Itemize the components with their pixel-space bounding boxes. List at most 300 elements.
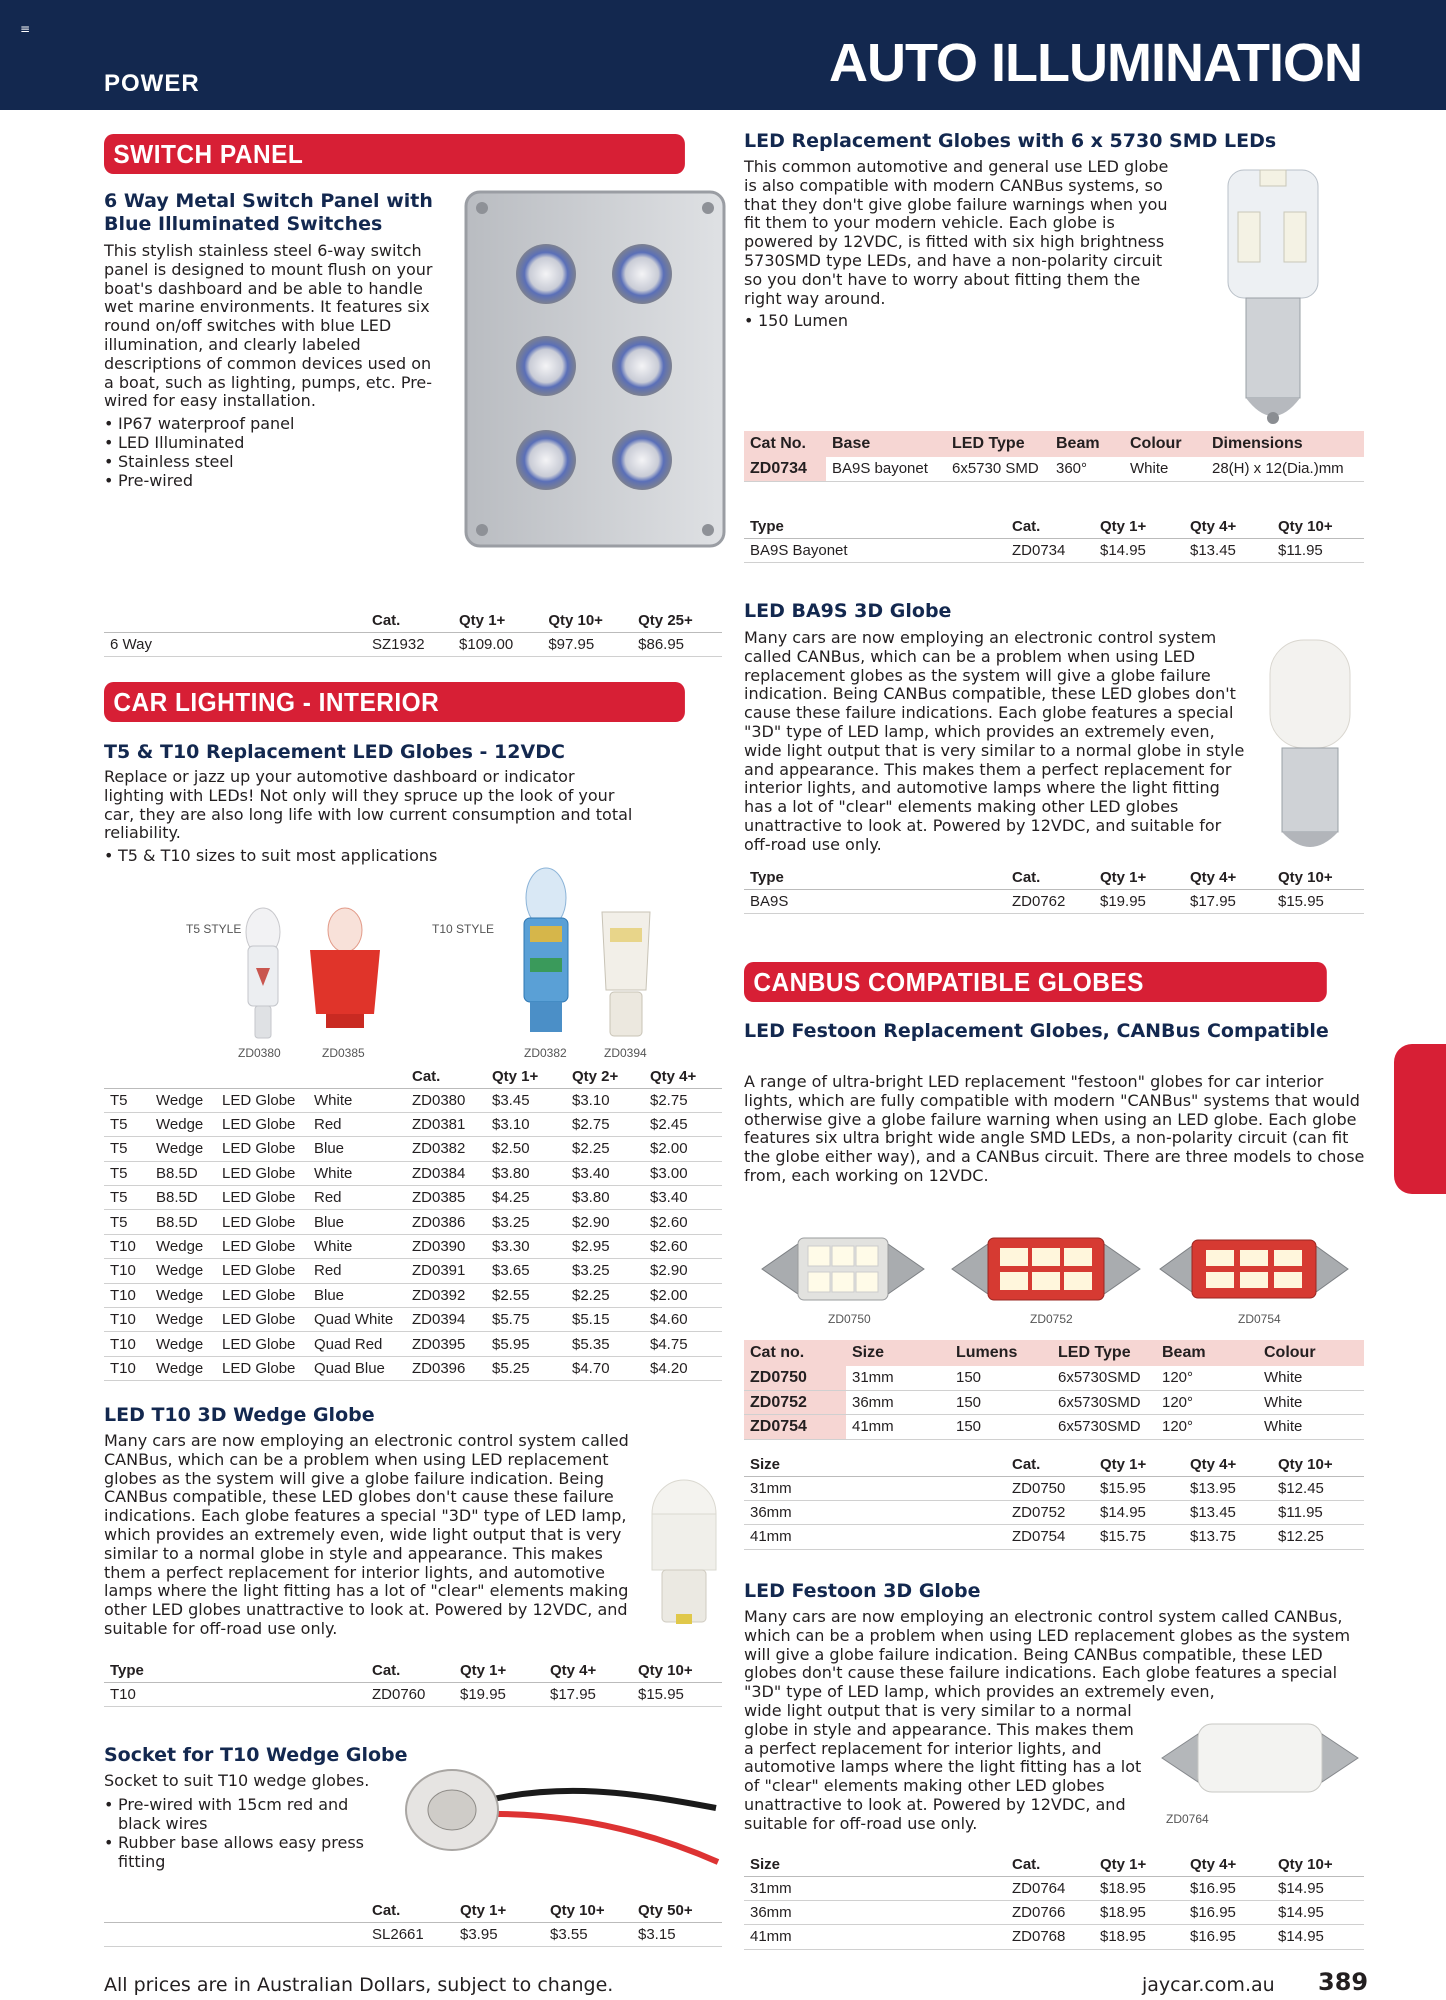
page-number: 389 <box>1318 1968 1369 1996</box>
led-5730-bullets <box>744 311 1044 330</box>
cell: 120° <box>1156 1390 1258 1414</box>
cell: $3.45 <box>486 1088 566 1112</box>
col-header: Cat. <box>1006 867 1094 889</box>
festoon-3d-desc-cont: wide light output that is very similar to a normal globe in style and appearance. This makes them a perfect replacement for interior lights, and automotive lamps where the light fitting has a lot of "clear" elements making other LED globes unattractive to look at. Powered by 12VDC, and suitable for off-road use only. <box>744 1701 1142 1833</box>
led-5730-desc: This common automotive and general use LED globe is also compatible with modern CANBus systems, so that they don't give globe failure warnings when you fit them to your modern vehicle. Each globe is powered by 12VDC, is fitted with six high brightness 5730SMD type LEDs, and have a non-polarity circuit so you don't have to worry about fitting them the right way around. <box>744 157 1169 308</box>
cell: $14.95 <box>1272 1876 1364 1900</box>
cell: ZD0392 <box>406 1283 486 1307</box>
cell: Wedge <box>150 1259 216 1283</box>
t5-red-globe-image <box>300 900 390 1036</box>
table-row <box>744 1390 1364 1414</box>
cell: ZD0395 <box>406 1332 486 1356</box>
cell: $12.25 <box>1272 1525 1364 1549</box>
table-row <box>104 1682 722 1706</box>
col-header: Qty 4+ <box>544 1660 632 1682</box>
section-label: POWER <box>104 70 200 97</box>
cell: 360° <box>1050 457 1124 481</box>
table-row <box>744 1500 1364 1524</box>
cell: T5 <box>104 1210 150 1234</box>
col-header: Qty 4+ <box>1184 516 1272 538</box>
cell: 120° <box>1156 1366 1258 1390</box>
t10-quad-globe-image <box>596 906 656 1042</box>
cell: $14.95 <box>1094 1500 1184 1524</box>
cell: $4.20 <box>644 1356 722 1380</box>
table-row <box>104 1259 722 1283</box>
switch-panel-bullets <box>104 414 444 490</box>
cell: ZD0734 <box>1006 538 1094 562</box>
col-header: Cat. <box>366 1660 454 1682</box>
cell: Wedge <box>150 1137 216 1161</box>
cell: ZD0754 <box>744 1415 846 1439</box>
cell: B8.5D <box>150 1186 216 1210</box>
cell: $18.95 <box>1094 1925 1184 1949</box>
cell: $11.95 <box>1272 538 1364 562</box>
col-header: Qty 2+ <box>566 1066 644 1088</box>
cell: White <box>308 1088 406 1112</box>
cell: ZD0381 <box>406 1112 486 1136</box>
table-row <box>104 1308 722 1332</box>
cell: ZD0394 <box>406 1308 486 1332</box>
cell: ZD0766 <box>1006 1900 1094 1924</box>
switch-panel-desc: This stylish stainless steel 6-way switch panel is designed to mount flush on your boat's dashboard and be able to handle wet marine environments. It features six round on/off switches with blue LED illumination, and clearly labeled descriptions of common devices used on a boat, such as lighting, pumps, etc. Pre-wired for easy installation. <box>104 241 433 411</box>
footer-note: All prices are in Australian Dollars, subject to change. <box>104 1974 614 1996</box>
festoon-desc: A range of ultra-bright LED replacement "festoon" globes for car interior lights, which are fully compatible with modern "CANBus" systems that would otherwise give a globe failure warning when using an LED globe. Each globe features six ultra bright wide angle SMD LEDs, a non-polarity circuit (can fit the globe either way), and a CANBus circuit. There are three models to chose from, each working on 12VDC. <box>744 1072 1365 1185</box>
cell: $14.95 <box>1094 538 1184 562</box>
cell: White <box>1124 457 1206 481</box>
page-header <box>0 0 1446 110</box>
cell: 36mm <box>744 1500 1006 1524</box>
table-row <box>744 889 1364 913</box>
ba9s-3d-desc: Many cars are now employing an electronic control system called CANBus, which can be a problem when using LED replacement globes as the system will give a globe failure indication. Being CANBus compatible, these LED globes don't cause these failure indications. Each globe features a special "3D" type of LED lamp, which provides an extremely even, wide light output that is very similar to a normal globe in style and appearance. This makes them a perfect replacement for interior lights, and automotive lamps where the light fitting has a lot of "clear" elements making other LED globes unattractive to look at. Powered by 12VDC, and suitable for off-road use only. <box>744 628 1245 854</box>
cell: Blue <box>308 1137 406 1161</box>
col-header: LED Type <box>946 431 1050 457</box>
col-header <box>150 1066 216 1088</box>
cell: Wedge <box>150 1332 216 1356</box>
socket-price-table <box>104 1900 722 1947</box>
cell: $3.40 <box>566 1161 644 1185</box>
cell: T5 <box>104 1088 150 1112</box>
cell: LED Globe <box>216 1186 308 1210</box>
socket-bullets <box>104 1795 374 1871</box>
cell: $4.25 <box>486 1186 566 1210</box>
socket-desc: Socket to suit T10 wedge globes. <box>104 1771 370 1790</box>
col-header: Qty 1+ <box>454 1660 544 1682</box>
cell: $2.95 <box>566 1234 644 1258</box>
col-header: Qty 10+ <box>1272 867 1364 889</box>
image-label: ZD0380 <box>238 1046 281 1060</box>
col-header: Qty 4+ <box>1184 867 1272 889</box>
cell: White <box>1258 1390 1364 1414</box>
cell: $2.60 <box>644 1210 722 1234</box>
cell: B8.5D <box>150 1210 216 1234</box>
t10-3d-title: LED T10 3D Wedge Globe <box>104 1404 375 1426</box>
cell: 31mm <box>744 1876 1006 1900</box>
cell: BA9S <box>744 889 1006 913</box>
cell: LED Globe <box>216 1112 308 1136</box>
cell: ZD0750 <box>744 1366 846 1390</box>
table-row <box>104 1283 722 1307</box>
cell: $2.25 <box>566 1137 644 1161</box>
cell: $14.95 <box>1272 1925 1364 1949</box>
col-header: Qty 10+ <box>544 1900 632 1922</box>
cell: ZD0764 <box>1006 1876 1094 1900</box>
cell: 120° <box>1156 1415 1258 1439</box>
cell: $2.55 <box>486 1283 566 1307</box>
cell: ZD0380 <box>406 1088 486 1112</box>
cell: Blue <box>308 1283 406 1307</box>
led-5730-price-table <box>744 516 1364 563</box>
cell: $3.10 <box>486 1112 566 1136</box>
cell: $5.75 <box>486 1308 566 1332</box>
cell: Red <box>308 1112 406 1136</box>
cell: Wedge <box>150 1356 216 1380</box>
cell: ZD0754 <box>1006 1525 1094 1549</box>
cell: $4.75 <box>644 1332 722 1356</box>
col-header: Cat no. <box>744 1340 846 1366</box>
image-label: ZD0764 <box>1166 1812 1209 1826</box>
cell <box>104 1922 366 1946</box>
t10-3d-globe-image <box>646 1478 722 1628</box>
cell: Blue <box>308 1210 406 1234</box>
col-header: Qty 4+ <box>1184 1854 1272 1876</box>
cell: $86.95 <box>632 632 722 656</box>
col-header <box>216 1066 308 1088</box>
cell: 31mm <box>744 1476 1006 1500</box>
cell: T10 <box>104 1356 150 1380</box>
cell: $17.95 <box>544 1682 632 1706</box>
table-row <box>104 1186 722 1210</box>
cell: B8.5D <box>150 1161 216 1185</box>
cell: $4.70 <box>566 1356 644 1380</box>
cell: Wedge <box>150 1088 216 1112</box>
cell: $14.95 <box>1272 1900 1364 1924</box>
footer-site-link[interactable]: jaycar.com.au <box>1142 1974 1275 1996</box>
cell: $2.60 <box>644 1234 722 1258</box>
cell: $2.90 <box>566 1210 644 1234</box>
cell: ZD0384 <box>406 1161 486 1185</box>
cell: 6x5730SMD <box>1052 1415 1156 1439</box>
cell: White <box>308 1161 406 1185</box>
cell: White <box>308 1234 406 1258</box>
cell: White <box>1258 1415 1364 1439</box>
t10-3d-desc-text: Many cars are now employing an electronic control system called CANBus, which can be a problem when using LED replacement globes as the system will give a globe failure indication. Being CANBus compatible, these LED globes don't cause these failure indications. Each globe features a special "3D" type of LED lamp, which provides an extremely even, wide light output that is very similar to a normal globe in style and appearance. This makes them a perfect replacement for interior lights, and automotive lamps where the light fitting has a lot of "clear" elements making other LED globes unattractive to look at. Powered by 12VDC, and suitable for off-road use only. <box>104 1432 629 1638</box>
col-header: Cat. <box>366 1900 454 1922</box>
col-header: Colour <box>1124 431 1206 457</box>
ba9s-5730-globe-image <box>1218 160 1328 426</box>
cell: 31mm <box>846 1366 950 1390</box>
cell: BA9S bayonet <box>826 457 946 481</box>
table-row <box>104 1112 722 1136</box>
cell: T10 <box>104 1308 150 1332</box>
cell: $5.95 <box>486 1332 566 1356</box>
festoon-3d-globe-image <box>1158 1716 1362 1800</box>
socket-title: Socket for T10 Wedge Globe <box>104 1744 408 1766</box>
cell: ZD0382 <box>406 1137 486 1161</box>
col-header: Type <box>104 1660 366 1682</box>
festoon-31mm-image <box>758 1228 928 1310</box>
side-tab <box>1394 1044 1446 1194</box>
led-5730-spec-table <box>744 431 1364 482</box>
col-header: Type <box>744 516 1006 538</box>
cell: ZD0768 <box>1006 1925 1094 1949</box>
col-header: Lumens <box>950 1340 1052 1366</box>
table-row <box>744 1366 1364 1390</box>
cell: ZD0391 <box>406 1259 486 1283</box>
table-row <box>104 1161 722 1185</box>
col-header: Beam <box>1050 431 1124 457</box>
image-label: ZD0752 <box>1030 1312 1073 1326</box>
cell: $3.80 <box>486 1161 566 1185</box>
image-label: ZD0754 <box>1238 1312 1281 1326</box>
col-header: Qty 10+ <box>632 1660 722 1682</box>
cell: Red <box>308 1259 406 1283</box>
col-header: Qty 1+ <box>1094 867 1184 889</box>
col-header: Cat. <box>366 610 453 632</box>
table-row <box>744 1925 1364 1949</box>
cell: LED Globe <box>216 1234 308 1258</box>
table-row <box>744 538 1364 562</box>
led-5730-title: LED Replacement Globes with 6 x 5730 SMD LEDs <box>744 130 1277 152</box>
cell: $13.45 <box>1184 538 1272 562</box>
cell: LED Globe <box>216 1137 308 1161</box>
col-header: Cat. <box>1006 1454 1094 1476</box>
switch-panel-price-table <box>104 610 722 657</box>
cell: $2.75 <box>644 1088 722 1112</box>
bullet: • Rubber base allows easy press fitting <box>104 1833 374 1871</box>
bullet: • IP67 waterproof panel <box>104 414 444 433</box>
cell: T5 <box>104 1137 150 1161</box>
t5-t10-price-table <box>104 1066 722 1381</box>
col-header: Qty 50+ <box>632 1900 722 1922</box>
cell: LED Globe <box>216 1210 308 1234</box>
cell: ZD0752 <box>1006 1500 1094 1524</box>
cell: $2.45 <box>644 1112 722 1136</box>
col-header: Qty 1+ <box>454 1900 544 1922</box>
col-header: Qty 1+ <box>1094 1854 1184 1876</box>
cell: ZD0396 <box>406 1356 486 1380</box>
festoon-3d-title: LED Festoon 3D Globe <box>744 1580 981 1602</box>
col-header: Type <box>744 867 1006 889</box>
cell: ZD0386 <box>406 1210 486 1234</box>
festoon-spec-table <box>744 1340 1364 1440</box>
cell: ZD0750 <box>1006 1476 1094 1500</box>
cell: $109.00 <box>453 632 542 656</box>
cell: ZD0385 <box>406 1186 486 1210</box>
cell: Quad Blue <box>308 1356 406 1380</box>
t5-t10-title: T5 & T10 Replacement LED Globes - 12VDC <box>104 741 565 763</box>
col-header: Qty 1+ <box>453 610 542 632</box>
cell: $2.90 <box>644 1259 722 1283</box>
cell: $16.95 <box>1184 1900 1272 1924</box>
cell: Red <box>308 1186 406 1210</box>
cell: $16.95 <box>1184 1925 1272 1949</box>
festoon-3d-price-table <box>744 1854 1364 1950</box>
cell: $3.25 <box>566 1259 644 1283</box>
cell: LED Globe <box>216 1332 308 1356</box>
cell: $2.75 <box>566 1112 644 1136</box>
cell: T5 <box>104 1161 150 1185</box>
col-header: Size <box>846 1340 950 1366</box>
cell: $19.95 <box>454 1682 544 1706</box>
cell: $3.10 <box>566 1088 644 1112</box>
cell: 6x5730 SMD <box>946 457 1050 481</box>
cell: Quad Red <box>308 1332 406 1356</box>
bullet: • 150 Lumen <box>744 311 1044 330</box>
cell: $3.65 <box>486 1259 566 1283</box>
festoon-3d-desc: Many cars are now employing an electronic control system called CANBus, which can be a problem when using LED replacement globes as the system will give a globe failure indication. Being CANBus compatible, these LED globes don't cause these failure indications. Each globe features a special "3D" type of LED lamp, which provides an extremely even, <box>744 1607 1351 1702</box>
cell: Wedge <box>150 1112 216 1136</box>
cell: 6x5730SMD <box>1052 1390 1156 1414</box>
col-header: Qty 1+ <box>1094 516 1184 538</box>
page-title: AUTO ILLUMINATION <box>829 33 1362 93</box>
cell: Wedge <box>150 1234 216 1258</box>
cell: $2.25 <box>566 1283 644 1307</box>
table-row <box>744 457 1364 481</box>
cell: $3.95 <box>454 1922 544 1946</box>
col-header: LED Type <box>1052 1340 1156 1366</box>
cell: LED Globe <box>216 1283 308 1307</box>
table-row <box>744 1876 1364 1900</box>
ba9s-3d-title: LED BA9S 3D Globe <box>744 600 952 622</box>
festoon-title: LED Festoon Replacement Globes, CANBus Compatible <box>744 1020 1329 1042</box>
cell: $13.75 <box>1184 1525 1272 1549</box>
cell: $97.95 <box>542 632 632 656</box>
col-header: Qty 1+ <box>1094 1454 1184 1476</box>
cell: 6x5730SMD <box>1052 1366 1156 1390</box>
image-label: ZD0394 <box>604 1046 647 1060</box>
table-row <box>104 1088 722 1112</box>
cell: $15.75 <box>1094 1525 1184 1549</box>
cell: $3.15 <box>632 1922 722 1946</box>
t5-white-globe-image <box>238 906 288 1042</box>
table-row <box>104 1332 722 1356</box>
cell: $2.00 <box>644 1283 722 1307</box>
cell: $18.95 <box>1094 1900 1184 1924</box>
col-header: Cat. <box>1006 516 1094 538</box>
table-row <box>744 1525 1364 1549</box>
cell: ZD0760 <box>366 1682 454 1706</box>
cell: 150 <box>950 1390 1052 1414</box>
cell: T10 <box>104 1259 150 1283</box>
cell: $15.95 <box>632 1682 722 1706</box>
bullet: • Pre-wired with 15cm red and black wires <box>104 1795 374 1833</box>
socket-image <box>400 1762 724 1882</box>
table-row <box>104 1137 722 1161</box>
cell: T10 <box>104 1332 150 1356</box>
table-row <box>744 1900 1364 1924</box>
cell: ZD0390 <box>406 1234 486 1258</box>
t10-3d-desc <box>104 1432 722 1640</box>
image-label: ZD0382 <box>524 1046 567 1060</box>
table-row <box>104 1234 722 1258</box>
canbus-banner: CANBUS COMPATIBLE GLOBES <box>744 962 1327 1002</box>
car-lighting-banner: CAR LIGHTING - INTERIOR <box>104 682 685 722</box>
col-header: Size <box>744 1854 1006 1876</box>
cell: 41mm <box>744 1525 1006 1549</box>
cell: $13.95 <box>1184 1476 1272 1500</box>
bullet: • Pre-wired <box>104 471 444 490</box>
festoon-41mm-image <box>1156 1228 1352 1310</box>
cell: LED Globe <box>216 1356 308 1380</box>
cell: 36mm <box>744 1900 1006 1924</box>
festoon-price-table <box>744 1454 1364 1550</box>
cell: $13.45 <box>1184 1500 1272 1524</box>
cell: $3.55 <box>544 1922 632 1946</box>
cell: 41mm <box>846 1415 950 1439</box>
col-header: Cat No. <box>744 431 826 457</box>
t5-t10-desc: Replace or jazz up your automotive dashboard or indicator lighting with LEDs! Not only will they spruce up the look of your car, they are also long life with low current consumption and total reliability. <box>104 767 633 843</box>
table-row <box>104 1356 722 1380</box>
t10-style-label: T10 STYLE <box>432 922 495 936</box>
ba9s-3d-globe-image <box>1260 636 1360 854</box>
cell: LED Globe <box>216 1308 308 1332</box>
col-header: Qty 4+ <box>644 1066 722 1088</box>
cell: $5.35 <box>566 1332 644 1356</box>
cell: 41mm <box>744 1925 1006 1949</box>
col-header <box>104 1900 366 1922</box>
cell: BA9S Bayonet <box>744 538 1006 562</box>
col-header: Qty 25+ <box>632 610 722 632</box>
cell: T10 <box>104 1283 150 1307</box>
col-header: Cat. <box>1006 1854 1094 1876</box>
cell: $15.95 <box>1272 889 1364 913</box>
cell: Quad White <box>308 1308 406 1332</box>
switch-panel-title: 6 Way Metal Switch Panel with Blue Illuminated Switches <box>104 190 433 235</box>
table-row <box>104 1922 722 1946</box>
image-label: ZD0385 <box>322 1046 365 1060</box>
cell: $17.95 <box>1184 889 1272 913</box>
switch-panel-image <box>462 188 728 550</box>
t5-style-label: T5 STYLE <box>186 922 242 936</box>
cell: T5 <box>104 1112 150 1136</box>
cell: T10 <box>104 1234 150 1258</box>
cell: SZ1932 <box>366 632 453 656</box>
menu-icon[interactable]: ≡ <box>20 22 31 36</box>
cell: $3.00 <box>644 1161 722 1185</box>
cell: $5.25 <box>486 1356 566 1380</box>
cell: $5.15 <box>566 1308 644 1332</box>
cell: T5 <box>104 1186 150 1210</box>
cell: LED Globe <box>216 1259 308 1283</box>
cell: ZD0734 <box>744 457 826 481</box>
col-header: Dimensions <box>1206 431 1364 457</box>
cell: SL2661 <box>366 1922 454 1946</box>
cell: $3.30 <box>486 1234 566 1258</box>
cell: Wedge <box>150 1308 216 1332</box>
cell: $16.95 <box>1184 1876 1272 1900</box>
col-header: Beam <box>1156 1340 1258 1366</box>
col-header <box>104 1066 150 1088</box>
cell: 6 Way <box>104 632 366 656</box>
cell: 150 <box>950 1415 1052 1439</box>
cell: $19.95 <box>1094 889 1184 913</box>
cell: $15.95 <box>1094 1476 1184 1500</box>
cell: $3.25 <box>486 1210 566 1234</box>
bullet: • Stainless steel <box>104 452 444 471</box>
col-header: Qty 10+ <box>1272 516 1364 538</box>
col-header <box>308 1066 406 1088</box>
cell: ZD0762 <box>1006 889 1094 913</box>
cell: $2.00 <box>644 1137 722 1161</box>
cell: White <box>1258 1366 1364 1390</box>
cell: $12.45 <box>1272 1476 1364 1500</box>
cell: 36mm <box>846 1390 950 1414</box>
bullet: • T5 & T10 sizes to suit most applications <box>104 846 604 865</box>
col-header: Size <box>744 1454 1006 1476</box>
cell: LED Globe <box>216 1088 308 1112</box>
col-header: Base <box>826 431 946 457</box>
col-header: Qty 10+ <box>1272 1454 1364 1476</box>
